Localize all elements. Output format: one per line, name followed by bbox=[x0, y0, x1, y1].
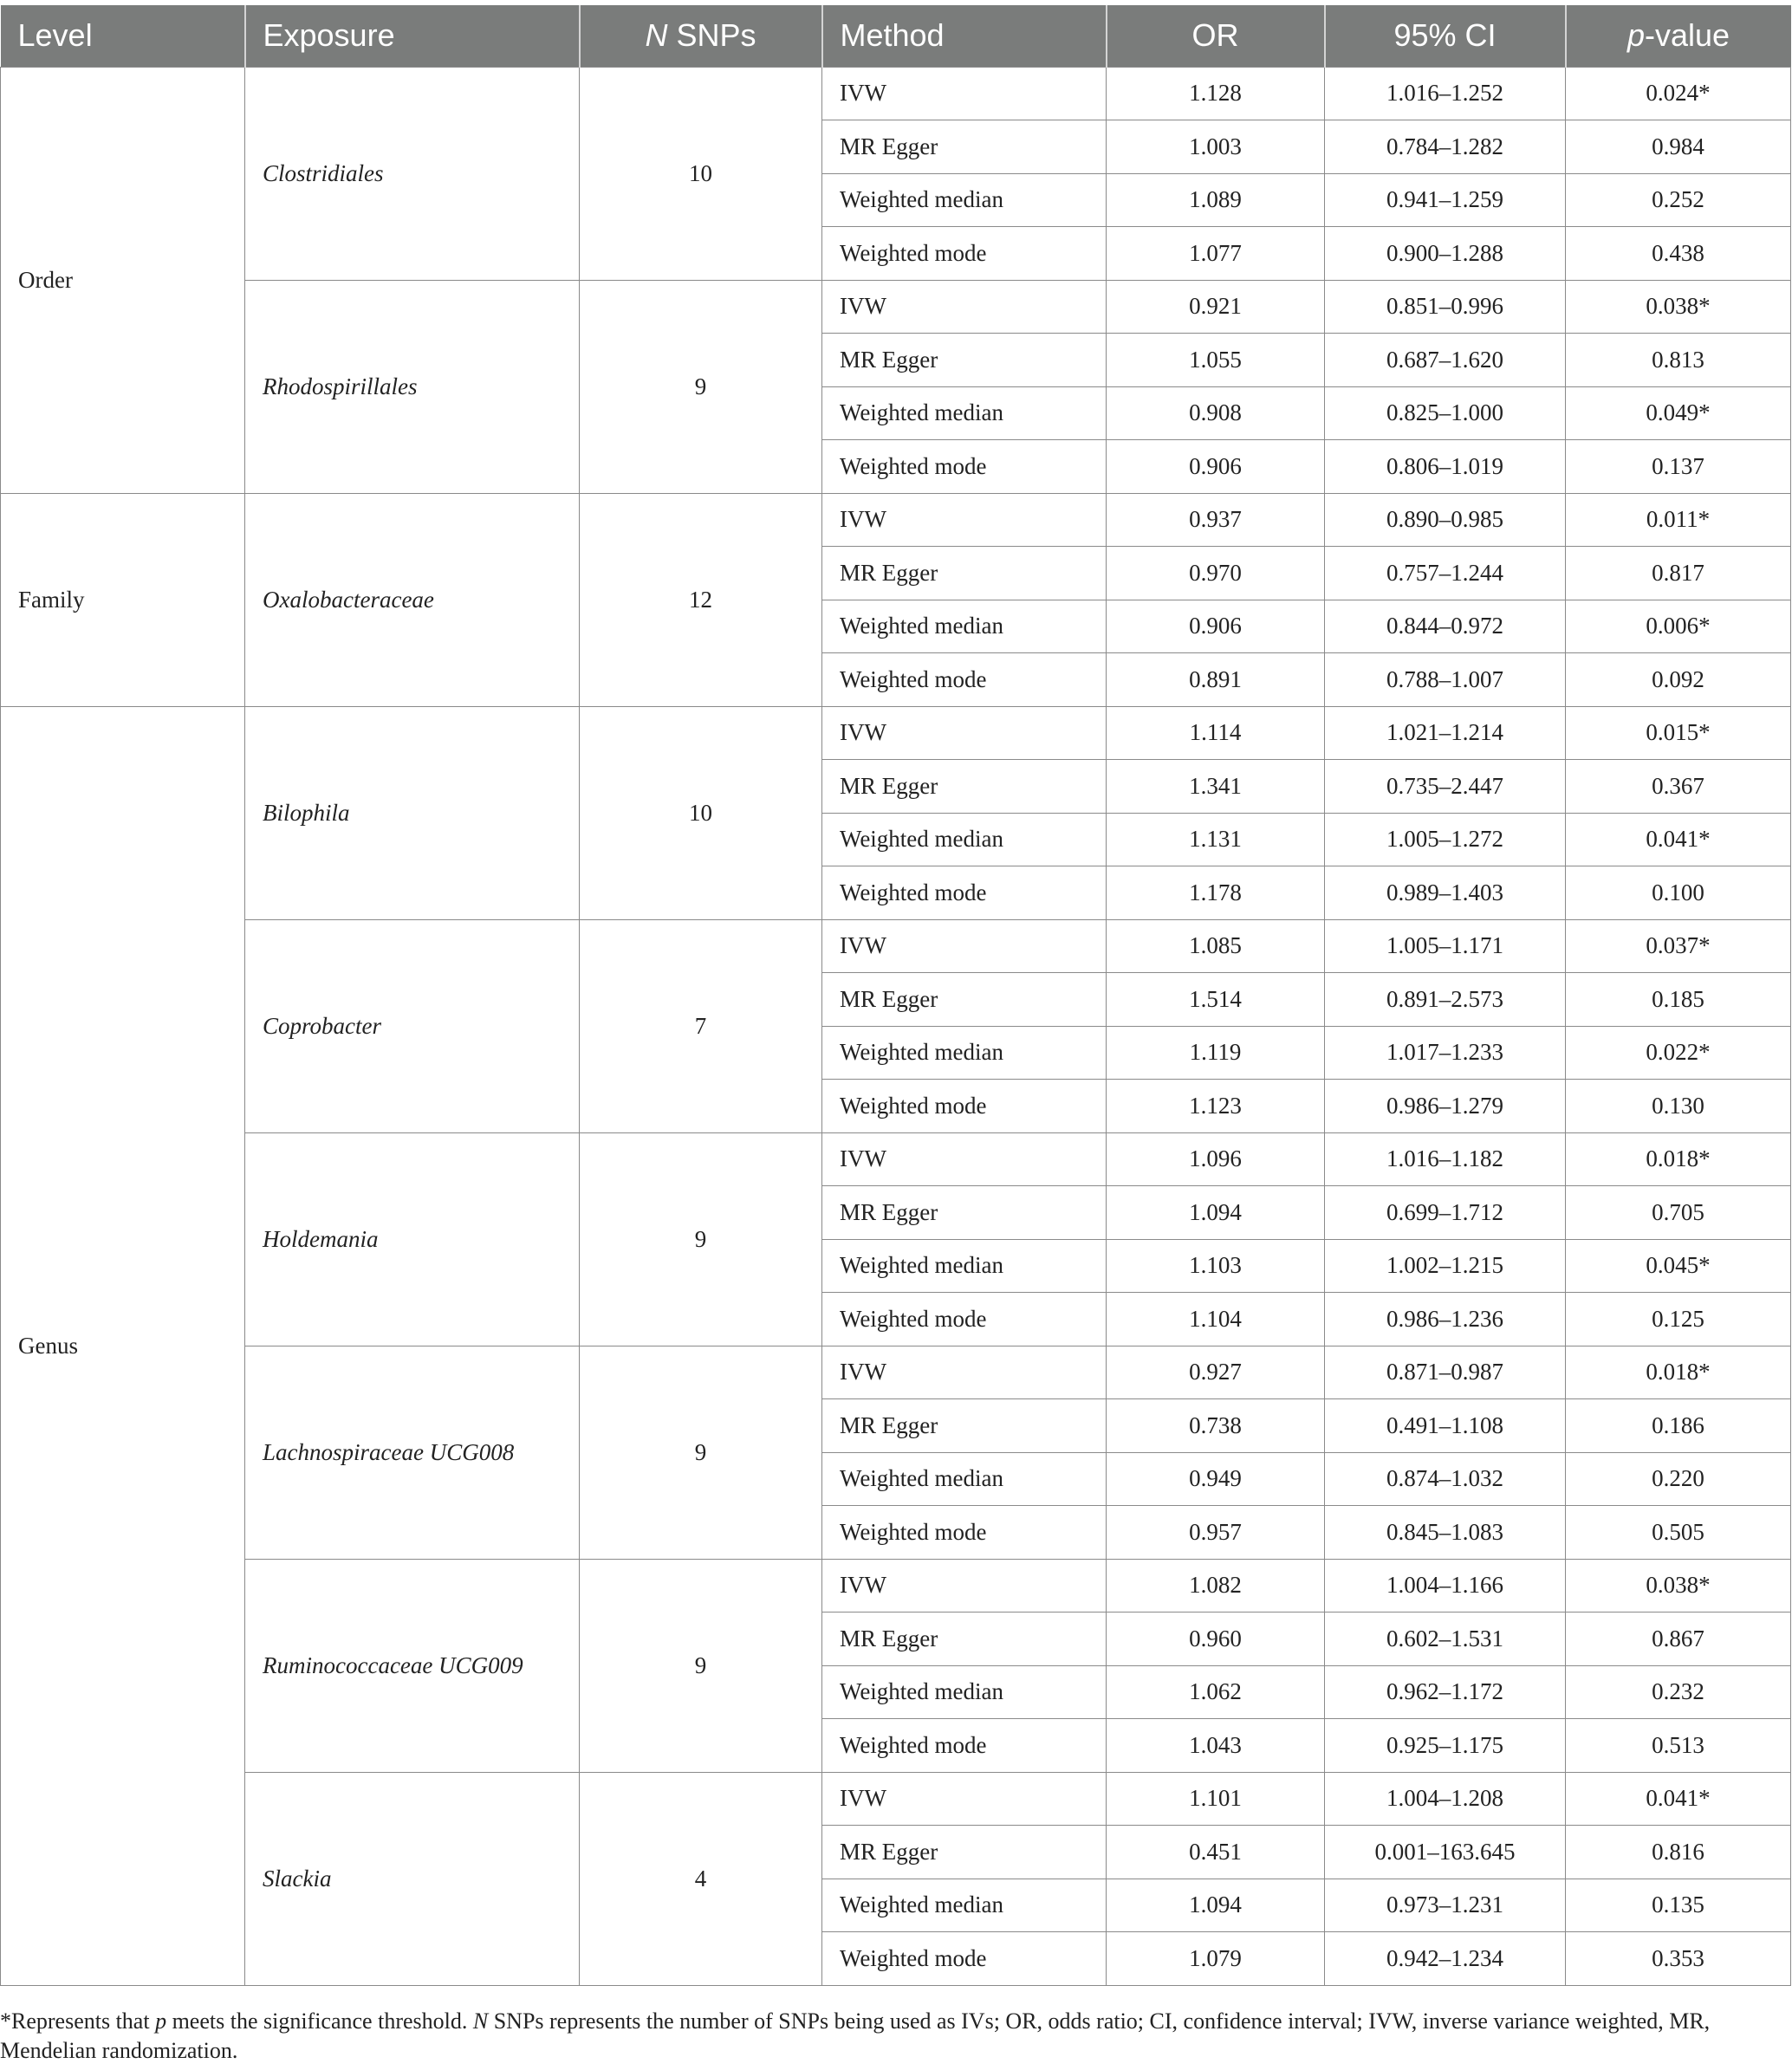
exposure-cell: Slackia bbox=[245, 1772, 580, 1985]
or-cell: 1.055 bbox=[1107, 334, 1325, 387]
n-snps-cell: 9 bbox=[580, 1346, 822, 1559]
ci-cell: 0.890–0.985 bbox=[1325, 493, 1566, 547]
method-cell: MR Egger bbox=[822, 760, 1107, 814]
p-value-cell: 0.367 bbox=[1566, 760, 1791, 814]
p-value-cell: 0.011* bbox=[1566, 493, 1791, 547]
method-cell: IVW bbox=[822, 1132, 1107, 1186]
ci-cell: 0.942–1.234 bbox=[1325, 1932, 1566, 1986]
p-value-cell: 0.092 bbox=[1566, 653, 1791, 707]
ci-cell: 0.844–0.972 bbox=[1325, 600, 1566, 653]
p-value-cell: 0.135 bbox=[1566, 1879, 1791, 1932]
method-cell: MR Egger bbox=[822, 1826, 1107, 1879]
or-cell: 1.104 bbox=[1107, 1293, 1325, 1346]
p-value-cell: 0.045* bbox=[1566, 1239, 1791, 1293]
n-snps-cell: 9 bbox=[580, 1132, 822, 1346]
or-cell: 0.960 bbox=[1107, 1613, 1325, 1666]
ci-cell: 1.004–1.208 bbox=[1325, 1772, 1566, 1826]
header-p-rest: -value bbox=[1644, 17, 1730, 54]
footnote-part2: meets the significance threshold. bbox=[166, 2008, 473, 2034]
ci-cell: 0.699–1.712 bbox=[1325, 1186, 1566, 1240]
ci-cell: 0.757–1.244 bbox=[1325, 547, 1566, 600]
ci-cell: 1.016–1.182 bbox=[1325, 1132, 1566, 1186]
p-value-cell: 0.252 bbox=[1566, 173, 1791, 227]
or-cell: 0.937 bbox=[1107, 493, 1325, 547]
or-cell: 1.096 bbox=[1107, 1132, 1325, 1186]
or-cell: 0.908 bbox=[1107, 386, 1325, 440]
or-cell: 1.123 bbox=[1107, 1080, 1325, 1133]
p-value-cell: 0.022* bbox=[1566, 1026, 1791, 1080]
header-exposure: Exposure bbox=[245, 5, 580, 67]
ci-cell: 0.602–1.531 bbox=[1325, 1613, 1566, 1666]
method-cell: Weighted mode bbox=[822, 1506, 1107, 1560]
ci-cell: 0.788–1.007 bbox=[1325, 653, 1566, 707]
ci-cell: 0.925–1.175 bbox=[1325, 1719, 1566, 1773]
ci-cell: 0.986–1.279 bbox=[1325, 1080, 1566, 1133]
p-value-cell: 0.015* bbox=[1566, 706, 1791, 760]
level-cell: Family bbox=[1, 493, 245, 706]
exposure-cell: Coprobacter bbox=[245, 919, 580, 1132]
exposure-cell: Holdemania bbox=[245, 1132, 580, 1346]
header-p-value bbox=[1566, 5, 1791, 67]
ci-cell: 1.005–1.272 bbox=[1325, 813, 1566, 866]
p-value-cell: 0.037* bbox=[1566, 919, 1791, 973]
p-value-cell: 0.817 bbox=[1566, 547, 1791, 600]
method-cell: Weighted mode bbox=[822, 1719, 1107, 1773]
header-method: Method bbox=[822, 5, 1107, 67]
method-cell: IVW bbox=[822, 1346, 1107, 1399]
ci-cell: 0.962–1.172 bbox=[1325, 1665, 1566, 1719]
ci-cell: 1.002–1.215 bbox=[1325, 1239, 1566, 1293]
method-cell: MR Egger bbox=[822, 1186, 1107, 1240]
n-snps-cell: 9 bbox=[580, 1559, 822, 1772]
p-value-cell: 0.505 bbox=[1566, 1506, 1791, 1560]
method-cell: Weighted median bbox=[822, 1665, 1107, 1719]
header-n-snps bbox=[580, 5, 822, 67]
or-cell: 1.341 bbox=[1107, 760, 1325, 814]
or-cell: 0.927 bbox=[1107, 1346, 1325, 1399]
method-cell: Weighted median bbox=[822, 1452, 1107, 1506]
p-value-cell: 0.867 bbox=[1566, 1613, 1791, 1666]
or-cell: 1.085 bbox=[1107, 919, 1325, 973]
header-row bbox=[1, 5, 1791, 67]
ci-cell: 0.900–1.288 bbox=[1325, 227, 1566, 281]
or-cell: 1.101 bbox=[1107, 1772, 1325, 1826]
exposure-cell: Ruminococcaceae UCG009 bbox=[245, 1559, 580, 1772]
table-row bbox=[1, 1772, 1791, 1826]
p-value-cell: 0.024* bbox=[1566, 67, 1791, 120]
p-value-cell: 0.018* bbox=[1566, 1346, 1791, 1399]
ci-cell: 1.005–1.171 bbox=[1325, 919, 1566, 973]
method-cell: Weighted mode bbox=[822, 227, 1107, 281]
n-snps-cell: 4 bbox=[580, 1772, 822, 1985]
p-value-cell: 0.705 bbox=[1566, 1186, 1791, 1240]
method-cell: Weighted mode bbox=[822, 1293, 1107, 1346]
n-snps-cell: 10 bbox=[580, 67, 822, 280]
table-body bbox=[1, 67, 1791, 1985]
exposure-cell: Clostridiales bbox=[245, 67, 580, 280]
table-row bbox=[1, 919, 1791, 973]
or-cell: 1.003 bbox=[1107, 120, 1325, 174]
mr-results-table bbox=[0, 5, 1791, 1986]
p-value-cell: 0.038* bbox=[1566, 280, 1791, 334]
p-value-cell: 0.130 bbox=[1566, 1080, 1791, 1133]
p-value-cell: 0.513 bbox=[1566, 1719, 1791, 1773]
table-row bbox=[1, 1559, 1791, 1613]
or-cell: 0.906 bbox=[1107, 440, 1325, 494]
or-cell: 1.077 bbox=[1107, 227, 1325, 281]
or-cell: 0.921 bbox=[1107, 280, 1325, 334]
method-cell: Weighted mode bbox=[822, 440, 1107, 494]
method-cell: IVW bbox=[822, 493, 1107, 547]
or-cell: 1.514 bbox=[1107, 973, 1325, 1027]
method-cell: IVW bbox=[822, 919, 1107, 973]
ci-cell: 1.004–1.166 bbox=[1325, 1559, 1566, 1613]
footnote-p-italic: p bbox=[155, 2008, 167, 2034]
header-ci: 95% CI bbox=[1325, 5, 1566, 67]
method-cell: IVW bbox=[822, 67, 1107, 120]
table-row bbox=[1, 1132, 1791, 1186]
or-cell: 1.178 bbox=[1107, 866, 1325, 920]
ci-cell: 0.989–1.403 bbox=[1325, 866, 1566, 920]
p-value-cell: 0.018* bbox=[1566, 1132, 1791, 1186]
method-cell: MR Egger bbox=[822, 1399, 1107, 1453]
ci-cell: 0.845–1.083 bbox=[1325, 1506, 1566, 1560]
p-value-cell: 0.100 bbox=[1566, 866, 1791, 920]
or-cell: 1.062 bbox=[1107, 1665, 1325, 1719]
p-value-cell: 0.006* bbox=[1566, 600, 1791, 653]
header-or: OR bbox=[1107, 5, 1325, 67]
ci-cell: 0.871–0.987 bbox=[1325, 1346, 1566, 1399]
header-n-snps-rest: SNPs bbox=[667, 17, 756, 54]
p-value-cell: 0.137 bbox=[1566, 440, 1791, 494]
table-header bbox=[1, 5, 1791, 67]
or-cell: 0.451 bbox=[1107, 1826, 1325, 1879]
method-cell: IVW bbox=[822, 706, 1107, 760]
or-cell: 0.738 bbox=[1107, 1399, 1325, 1453]
or-cell: 1.114 bbox=[1107, 706, 1325, 760]
method-cell: Weighted mode bbox=[822, 1932, 1107, 1986]
n-snps-cell: 12 bbox=[580, 493, 822, 706]
method-cell: MR Egger bbox=[822, 547, 1107, 600]
p-value-cell: 0.125 bbox=[1566, 1293, 1791, 1346]
method-cell: IVW bbox=[822, 1559, 1107, 1613]
or-cell: 1.079 bbox=[1107, 1932, 1325, 1986]
ci-cell: 0.687–1.620 bbox=[1325, 334, 1566, 387]
method-cell: Weighted mode bbox=[822, 1080, 1107, 1133]
footnote-n-italic: N bbox=[472, 2008, 489, 2034]
or-cell: 1.094 bbox=[1107, 1186, 1325, 1240]
method-cell: Weighted median bbox=[822, 1026, 1107, 1080]
or-cell: 0.957 bbox=[1107, 1506, 1325, 1560]
exposure-cell: Bilophila bbox=[245, 706, 580, 919]
ci-cell: 0.973–1.231 bbox=[1325, 1879, 1566, 1932]
method-cell: IVW bbox=[822, 280, 1107, 334]
or-cell: 1.089 bbox=[1107, 173, 1325, 227]
or-cell: 1.082 bbox=[1107, 1559, 1325, 1613]
table-row bbox=[1, 706, 1791, 760]
p-value-cell: 0.038* bbox=[1566, 1559, 1791, 1613]
header-n-snps-italic: N bbox=[645, 17, 668, 54]
method-cell: Weighted median bbox=[822, 813, 1107, 866]
ci-cell: 0.891–2.573 bbox=[1325, 973, 1566, 1027]
header-p-italic: p bbox=[1626, 17, 1645, 54]
method-cell: Weighted mode bbox=[822, 866, 1107, 920]
method-cell: Weighted median bbox=[822, 1239, 1107, 1293]
or-cell: 1.103 bbox=[1107, 1239, 1325, 1293]
or-cell: 1.128 bbox=[1107, 67, 1325, 120]
p-value-cell: 0.232 bbox=[1566, 1665, 1791, 1719]
footnote-part1: *Represents that bbox=[0, 2008, 156, 2034]
table-row bbox=[1, 67, 1791, 120]
n-snps-cell: 7 bbox=[580, 919, 822, 1132]
level-cell: Genus bbox=[1, 706, 245, 1985]
ci-cell: 0.001–163.645 bbox=[1325, 1826, 1566, 1879]
or-cell: 0.949 bbox=[1107, 1452, 1325, 1506]
p-value-cell: 0.041* bbox=[1566, 813, 1791, 866]
p-value-cell: 0.353 bbox=[1566, 1932, 1791, 1986]
ci-cell: 0.784–1.282 bbox=[1325, 120, 1566, 174]
p-value-cell: 0.185 bbox=[1566, 973, 1791, 1027]
ci-cell: 0.735–2.447 bbox=[1325, 760, 1566, 814]
p-value-cell: 0.813 bbox=[1566, 334, 1791, 387]
or-cell: 0.906 bbox=[1107, 600, 1325, 653]
header-level: Level bbox=[1, 5, 245, 67]
ci-cell: 0.806–1.019 bbox=[1325, 440, 1566, 494]
ci-cell: 0.874–1.032 bbox=[1325, 1452, 1566, 1506]
ci-cell: 0.941–1.259 bbox=[1325, 173, 1566, 227]
table-row bbox=[1, 280, 1791, 334]
table-row bbox=[1, 1346, 1791, 1399]
exposure-cell: Lachnospiraceae UCG008 bbox=[245, 1346, 580, 1559]
ci-cell: 1.017–1.233 bbox=[1325, 1026, 1566, 1080]
or-cell: 1.043 bbox=[1107, 1719, 1325, 1773]
or-cell: 0.970 bbox=[1107, 547, 1325, 600]
p-value-cell: 0.438 bbox=[1566, 227, 1791, 281]
or-cell: 0.891 bbox=[1107, 653, 1325, 707]
ci-cell: 0.825–1.000 bbox=[1325, 386, 1566, 440]
ci-cell: 0.986–1.236 bbox=[1325, 1293, 1566, 1346]
p-value-cell: 0.186 bbox=[1566, 1399, 1791, 1453]
ci-cell: 0.491–1.108 bbox=[1325, 1399, 1566, 1453]
table-row bbox=[1, 493, 1791, 547]
p-value-cell: 0.220 bbox=[1566, 1452, 1791, 1506]
method-cell: Weighted median bbox=[822, 600, 1107, 653]
method-cell: MR Egger bbox=[822, 334, 1107, 387]
method-cell: MR Egger bbox=[822, 1613, 1107, 1666]
p-value-cell: 0.041* bbox=[1566, 1772, 1791, 1826]
ci-cell: 0.851–0.996 bbox=[1325, 280, 1566, 334]
n-snps-cell: 10 bbox=[580, 706, 822, 919]
n-snps-cell: 9 bbox=[580, 280, 822, 493]
method-cell: IVW bbox=[822, 1772, 1107, 1826]
footnote-part3: SNPs represents the number of SNPs being used as IVs; OR, odds ratio; CI, confidence interval; IVW, inverse variance weighted, MR, Mendelian randomization. bbox=[0, 2008, 1711, 2063]
method-cell: Weighted median bbox=[822, 386, 1107, 440]
exposure-cell: Oxalobacteraceae bbox=[245, 493, 580, 706]
p-value-cell: 0.984 bbox=[1566, 120, 1791, 174]
method-cell: Weighted median bbox=[822, 173, 1107, 227]
method-cell: Weighted mode bbox=[822, 653, 1107, 707]
or-cell: 1.119 bbox=[1107, 1026, 1325, 1080]
method-cell: Weighted median bbox=[822, 1879, 1107, 1932]
p-value-cell: 0.049* bbox=[1566, 386, 1791, 440]
p-value-cell: 0.816 bbox=[1566, 1826, 1791, 1879]
ci-cell: 1.016–1.252 bbox=[1325, 67, 1566, 120]
method-cell: MR Egger bbox=[822, 120, 1107, 174]
or-cell: 1.094 bbox=[1107, 1879, 1325, 1932]
table-footnote bbox=[0, 2007, 1790, 2066]
ci-cell: 1.021–1.214 bbox=[1325, 706, 1566, 760]
or-cell: 1.131 bbox=[1107, 813, 1325, 866]
method-cell: MR Egger bbox=[822, 973, 1107, 1027]
exposure-cell: Rhodospirillales bbox=[245, 280, 580, 493]
level-cell: Order bbox=[1, 67, 245, 493]
